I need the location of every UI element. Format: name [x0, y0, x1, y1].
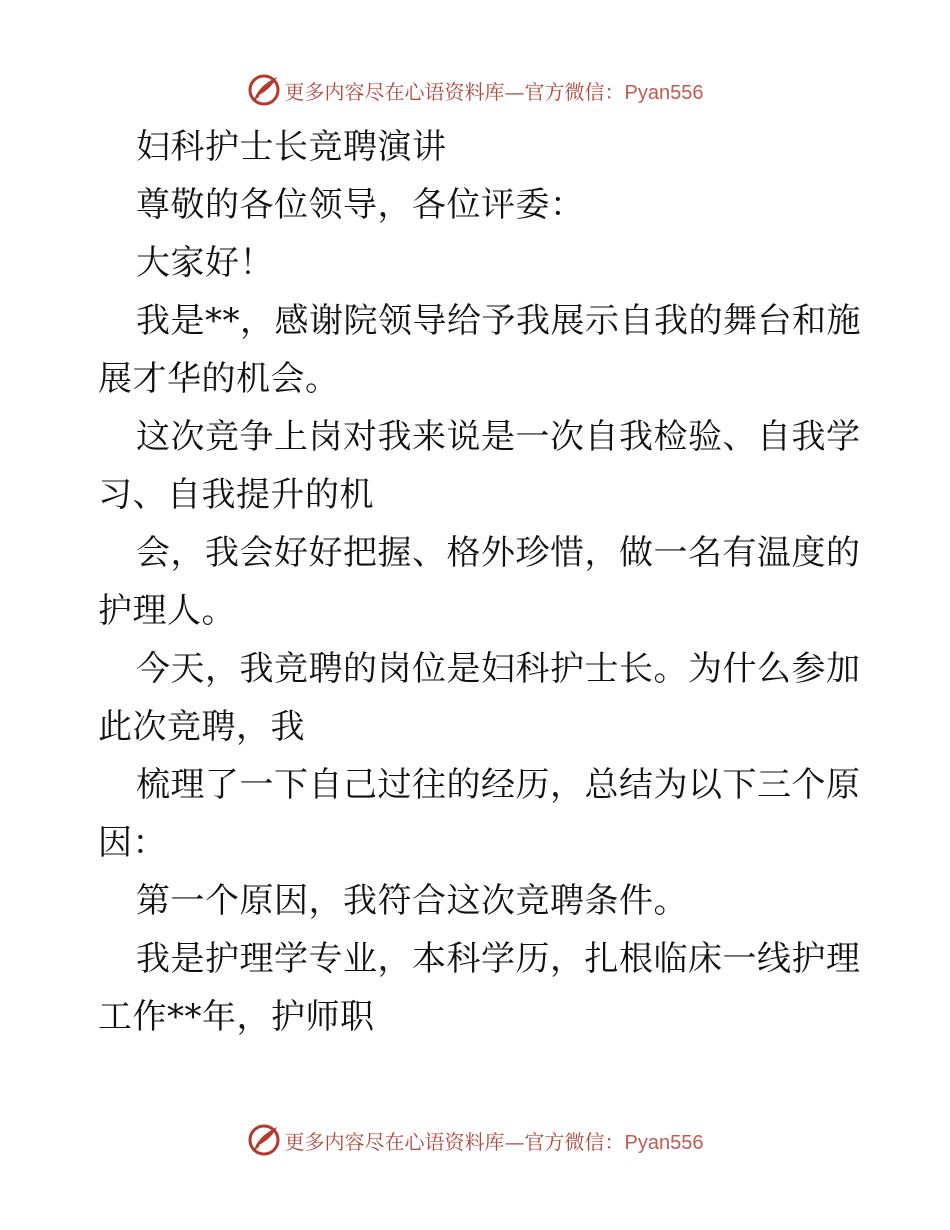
banner-wechat-id: Pyan556	[624, 81, 704, 104]
text-line: 此次竞聘，我	[98, 707, 305, 747]
banner-separator: —	[504, 79, 525, 104]
banner-text	[285, 1126, 704, 1155]
footer-banner	[0, 1120, 950, 1160]
banner-slogan: 更多内容尽在心语资料库	[284, 1129, 505, 1154]
quill-logo-icon	[247, 1123, 281, 1157]
text-line: 梳理了一下自己过往的经历，总结为以下三个原	[136, 765, 861, 805]
document-body	[98, 118, 861, 1046]
text-line: 因：	[98, 823, 167, 863]
text-line: 尊敬的各位领导，各位评委：	[136, 185, 585, 225]
text-line: 今天，我竞聘的岗位是妇科护士长。为什么参加	[136, 649, 861, 689]
banner-wechat-label: 官方微信：	[524, 1129, 625, 1154]
text-line: 习、自我提升的机	[98, 475, 374, 515]
banner-wechat-id: Pyan556	[624, 1131, 704, 1154]
header-banner	[0, 70, 950, 110]
text-line: 大家好！	[136, 243, 274, 283]
text-line: 工作**年，护师职	[98, 997, 375, 1037]
quill-logo-icon	[247, 73, 281, 107]
text-line: 护理人。	[98, 591, 236, 631]
text-line: 我是**，感谢院领导给予我展示自我的舞台和施	[136, 301, 861, 341]
text-line: 第一个原因，我符合这次竞聘条件。	[136, 881, 688, 921]
banner-slogan: 更多内容尽在心语资料库	[284, 79, 505, 104]
banner-wechat-label: 官方微信：	[524, 79, 625, 104]
text-line: 展才华的机会。	[98, 359, 340, 399]
banner-text	[285, 76, 704, 105]
text-line: 会，我会好好把握、格外珍惜，做一名有温度的	[136, 533, 861, 573]
text-line: 这次竞争上岗对我来说是一次自我检验、自我学	[136, 417, 861, 457]
banner-separator: —	[504, 1129, 525, 1154]
text-line: 妇科护士长竞聘演讲	[136, 127, 447, 167]
text-line: 我是护理学专业，本科学历，扎根临床一线护理	[136, 939, 861, 979]
